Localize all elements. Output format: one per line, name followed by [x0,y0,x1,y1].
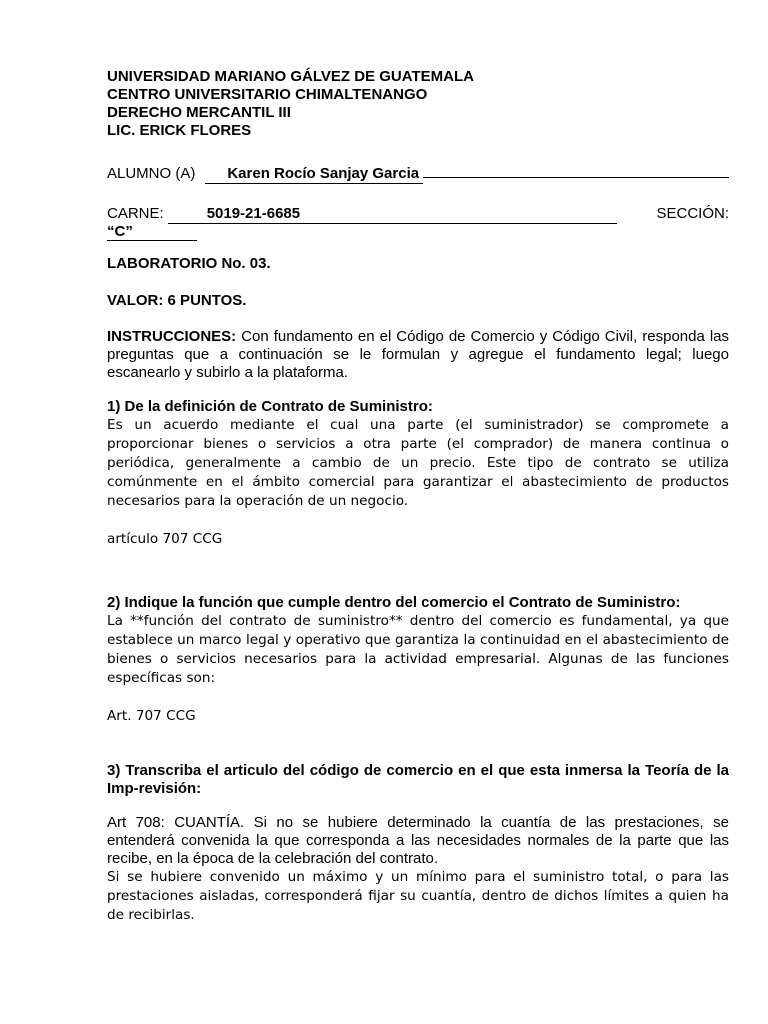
document-page [107,68,729,925]
section-label: SECCIÓN: [656,205,729,222]
lab-title: LABORATORIO No. 03. [107,255,271,272]
instructions [107,328,729,382]
question-3-title: 3) Transcriba el articulo del código de comercio en el que esta inmersa la Teoría de la Imp-revisión: [107,762,729,797]
professor-name: LIC. ERICK FLORES [107,122,252,139]
value-title: VALOR: 6 PUNTOS. [107,292,247,309]
center-name: CENTRO UNIVERSITARIO CHIMALTENANGO [107,86,428,103]
carne-value: 5019-21-6685 [168,205,617,224]
university-name: UNIVERSIDAD MARIANO GÁLVEZ DE GUATEMALA [107,68,474,85]
question-3-article: Art 708: CUANTÍA. Si no se hubiere determinado la cuantía de las prestaciones, se entenderá convenida la que corresponda a las necesidades normales de la parte que las recibe, en la época de la celebración del contrato. [107,814,729,867]
instructions-label: INSTRUCCIONES: [107,328,237,345]
carne-row [107,205,729,224]
question-1-answer: Es un acuerdo mediante el cual una parte (el suministrador) se compromete a proporcionar bienes o servicios a otra parte (el comprador) de manera continua o periódica, generalmente a cambio de un precio. Este tipo de contrato se utiliza comúnmente en el ámbito comercial para garantizar el abastecimiento de productos necesarios para la operación de un negocio. [107,417,729,509]
instructions-text: Con fundamento en el Código de Comercio y Código Civil, responda las preguntas que a continuación se le formulan y agregue el fundamento legal; luego escanearlo y subirlo a la plataforma. [107,328,729,381]
section-value: “C” [107,224,197,241]
question-2-title: 2) Indique la función que cumple dentro del comercio el Contrato de Suministro: [107,594,681,611]
student-underline [423,160,729,178]
student-row [107,160,729,184]
student-name: Karen Rocío Sanjay Garcia [205,165,423,184]
question-2-answer: La **función del contrato de suministro** dentro del comercio es fundamental, ya que establece un marco legal y operativo que garantiza la continuidad en el abastecimiento de bienes o servicios necesarios para la actividad empresarial. Algunas de las funciones específicas son: [107,613,729,686]
question-2-reference: Art. 707 CCG [107,708,196,724]
student-label: ALUMNO (A) [107,165,196,182]
carne-label: CARNE: [107,205,164,222]
question-1-reference: artículo 707 CCG [107,531,223,547]
question-3-article-rest: Si se hubiere convenido un máximo y un mínimo para el suministro total, o para las prestaciones aisladas, corresponderá fijar su cuantía, dentro de dichos límites a quien ha de recibirlas. [107,869,729,923]
question-1-title: 1) De la definición de Contrato de Suministro: [107,398,433,415]
course-name: DERECHO MERCANTIL III [107,104,291,121]
